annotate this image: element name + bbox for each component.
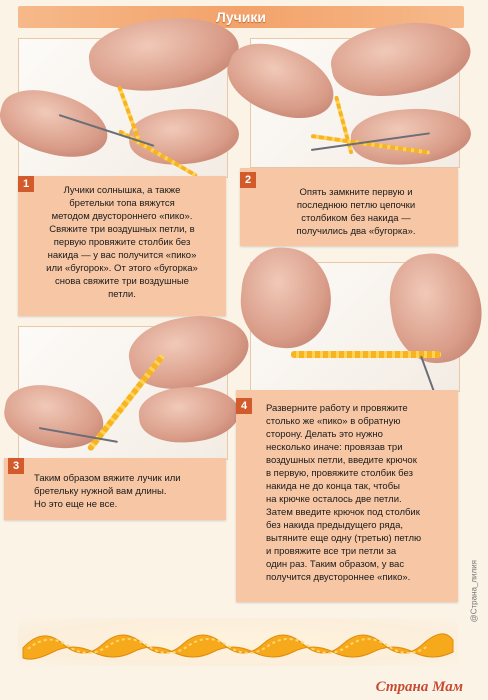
step-3-caption [4, 458, 226, 520]
step-3-photo [18, 326, 228, 460]
step-2-text: Опять замкните первую и последнюю петлю цепочки столбиком без накида — получились два «бугорка». [296, 187, 416, 237]
crochet-band-photo [18, 618, 458, 666]
step-4-caption [236, 390, 458, 602]
step-number-badge: 3 [8, 458, 24, 474]
step-1-caption [18, 176, 226, 316]
step-2-photo [250, 38, 460, 168]
crochet-strip-graphic [18, 618, 458, 666]
watermark-side: @Страна_лилия [469, 560, 478, 623]
hand-illustration [127, 104, 241, 168]
step-number-badge: 1 [18, 176, 34, 192]
step-number-badge: 4 [236, 398, 252, 414]
crochet-chain [291, 351, 441, 358]
step-3-text: Таким образом вяжите лучик или бретельку нужной вам длины. Но это еще не все. [34, 473, 181, 510]
hand-illustration [0, 81, 115, 167]
step-1-text: Лучики солнышка, а также бретельки топа вяжутся методом двустороннего «пико». Свяжите три воздушных петли, в первую провяжите столбик без накида — у вас получится «пико» или «бугорок». От этого «бугорка» снова свяжите три воздушные петли. [46, 185, 198, 300]
step-4-photo [250, 262, 460, 392]
step-number-badge: 2 [240, 172, 256, 188]
step-2-caption [240, 168, 458, 246]
hand-illustration [237, 244, 335, 351]
page-title: Лучики [216, 9, 266, 25]
watermark-logo: Страна Мам [375, 679, 463, 695]
step-1-photo [18, 38, 228, 178]
step-4-text: Разверните работу и провяжите столько же «пико» в обратную сторону. Делать это нужно несколько иначе: провязав три воздушных петли, введите крючок в первую, провяжите столбик без накида не до конца так, чтобы на крючке осталось две петли. Затем введите крючок под столбик без накида предыдущего ряда, вытяните еще одну (третью) петлю и провяжите все три петли за один раз. Таким образом, у вас получится двустороннее «пико». [266, 403, 422, 583]
hand-illustration [137, 383, 241, 447]
